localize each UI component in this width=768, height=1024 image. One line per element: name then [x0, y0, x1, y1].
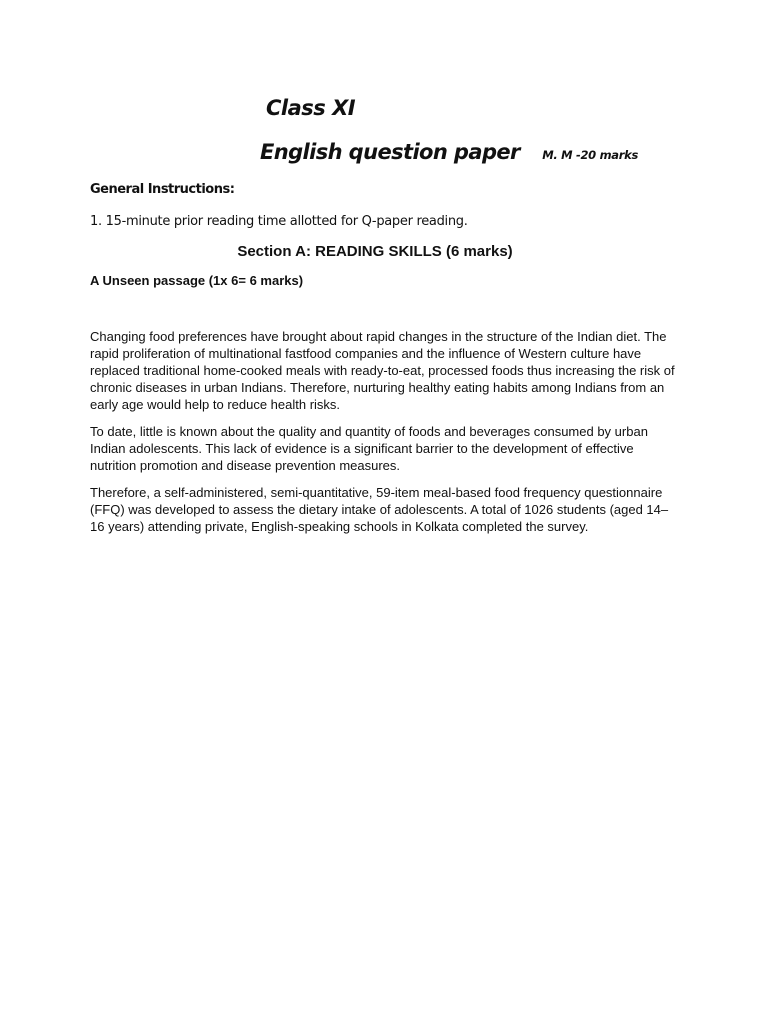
instruction-item: 1. 15-minute prior reading time allotted for Q-paper reading.	[90, 214, 468, 229]
passage-paragraph-2: To date, little is known about the quality and quantity of foods and beverages consumed by urban Indian adolescents. This lack of evidence is a significant barrier to the development of effective nutrition promotion and disease prevention measures.	[90, 424, 648, 473]
unseen-passage	[90, 328, 682, 545]
passage-paragraph-1: Changing food preferences have brought about rapid changes in the structure of the Indian diet. The rapid proliferation of multinational fastfood companies and the influence of Western culture have replaced traditional home-cooked meals with ready-to-eat, processed foods thus increasing the risk of chronic diseases in urban Indians. Therefore, nurturing healthy eating habits among Indians from an early age would help to reduce health risks.	[90, 329, 675, 412]
section-a-heading-text: Section A: READING SKILLS (6 marks)	[237, 243, 513, 260]
paper-title-row	[260, 140, 638, 164]
general-instructions-heading: General Instructions:	[90, 182, 235, 197]
max-marks: M. M -20 marks	[542, 148, 638, 162]
paper-title: English question paper	[260, 140, 520, 164]
passage-paragraph-3: Therefore, a self-administered, semi-quantitative, 59-item meal-based food frequency questionnaire (FFQ) was developed to assess the dietary intake of adolescents. A total of 1026 students (aged 14–16 years) attending private, English-speaking schools in Kolkata completed the survey.	[90, 485, 669, 534]
class-title: Class XI	[266, 96, 356, 120]
unseen-passage-heading: A Unseen passage (1x 6= 6 marks)	[90, 273, 304, 288]
section-a-heading	[0, 243, 768, 260]
